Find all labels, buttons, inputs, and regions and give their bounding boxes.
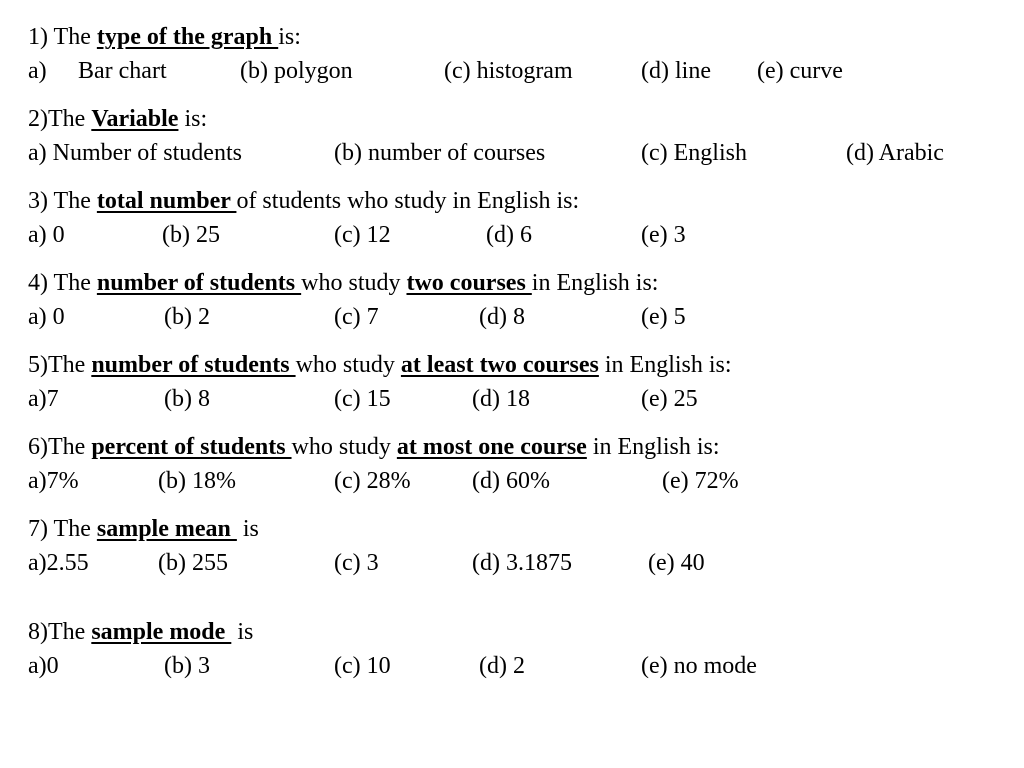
q5-option-c[interactable]: (c) 15 <box>334 386 391 412</box>
question-8-options <box>0 650 1024 682</box>
q5-option-a[interactable]: a)7 <box>28 386 59 412</box>
q7-option-c[interactable]: (c) 3 <box>334 550 379 576</box>
question-5-options <box>0 383 1024 415</box>
q4-option-e[interactable]: (e) 5 <box>641 304 686 330</box>
q3-seg-3: of students who study in English is: <box>236 188 580 214</box>
q3-option-d[interactable]: (d) 6 <box>486 222 532 248</box>
q1-option-c[interactable]: (c) histogram <box>444 58 573 84</box>
q4-option-d[interactable]: (d) 8 <box>479 304 525 330</box>
q4-option-a[interactable]: a) 0 <box>28 304 65 330</box>
q1-option-d[interactable]: (d) line <box>641 58 711 84</box>
q8-seg-1: 8)The <box>28 619 92 645</box>
q2-option-b[interactable]: (b) number of courses <box>334 140 546 166</box>
q8-option-d[interactable]: (d) 2 <box>479 653 525 679</box>
q2-keyword-variable: Variable <box>91 106 179 132</box>
q1-option-b[interactable]: (b) polygon <box>240 58 353 84</box>
question-3-options <box>0 219 1024 251</box>
question-8-text <box>28 616 253 648</box>
q1-seg-3: is: <box>278 24 301 50</box>
question-1-options <box>0 55 1024 87</box>
question-6-text <box>28 431 720 463</box>
question-7-options <box>0 547 1024 579</box>
q7-option-e[interactable]: (e) 40 <box>648 550 705 576</box>
q8-option-c[interactable]: (c) 10 <box>334 653 391 679</box>
q2-seg-3: is: <box>178 106 208 132</box>
q3-seg-1: 3) The <box>28 188 97 214</box>
q4-keyword-number-of-students: number of students <box>96 270 302 296</box>
q7-option-d[interactable]: (d) 3.1875 <box>472 550 572 576</box>
q6-seg-5: in English is: <box>586 434 720 460</box>
q6-seg-1: 6)The <box>28 434 92 460</box>
q6-seg-3: who study <box>291 434 397 460</box>
q8-keyword-sample-mode: sample mode <box>91 619 232 645</box>
q7-keyword-sample-mean: sample mean <box>96 516 237 542</box>
question-2-text <box>28 103 207 135</box>
q1-option-a-label[interactable]: a) <box>28 58 47 84</box>
q1-seg-1: 1) The <box>28 24 97 50</box>
q8-option-b[interactable]: (b) 3 <box>164 653 210 679</box>
q6-keyword-percent-of-students: percent of students <box>91 434 292 460</box>
q2-option-d[interactable]: (d) Arabic <box>846 140 944 166</box>
q8-option-e[interactable]: (e) no mode <box>641 653 757 679</box>
q7-option-b[interactable]: (b) 255 <box>158 550 228 576</box>
q6-option-e[interactable]: (e) 72% <box>662 468 739 494</box>
q5-seg-3: who study <box>295 352 401 378</box>
question-7-text <box>28 513 259 545</box>
q5-option-e[interactable]: (e) 25 <box>641 386 698 412</box>
q3-keyword-total-number: total number <box>96 188 237 214</box>
q6-option-b[interactable]: (b) 18% <box>158 468 236 494</box>
q6-option-a[interactable]: a)7% <box>28 468 79 494</box>
question-3-text <box>28 185 579 217</box>
q5-seg-5: in English is: <box>598 352 732 378</box>
q1-keyword-type-of-graph: type of the graph <box>96 24 279 50</box>
q4-option-c[interactable]: (c) 7 <box>334 304 379 330</box>
q6-option-d[interactable]: (d) 60% <box>472 468 550 494</box>
question-6-options <box>0 465 1024 497</box>
q5-option-d[interactable]: (d) 18 <box>472 386 530 412</box>
q2-option-a[interactable]: a) Number of students <box>28 140 242 166</box>
q4-seg-1: 4) The <box>28 270 97 296</box>
q3-option-a[interactable]: a) 0 <box>28 222 65 248</box>
q4-seg-3: who study <box>301 270 407 296</box>
q2-option-c[interactable]: (c) English <box>641 140 747 166</box>
q5-keyword-at-least-two-courses: at least two courses <box>400 352 599 378</box>
q3-option-c[interactable]: (c) 12 <box>334 222 391 248</box>
question-4-text <box>28 267 658 299</box>
q1-option-a-text[interactable]: Bar chart <box>78 58 167 84</box>
q5-option-b[interactable]: (b) 8 <box>164 386 210 412</box>
q7-option-a[interactable]: a)2.55 <box>28 550 89 576</box>
q5-keyword-number-of-students: number of students <box>91 352 296 378</box>
q4-seg-5: in English is: <box>531 270 659 296</box>
question-5-text <box>28 349 732 381</box>
question-2-options <box>0 137 1024 169</box>
question-4-options <box>0 301 1024 333</box>
q1-option-e[interactable]: (e) curve <box>757 58 843 84</box>
q7-seg-1: 7) The <box>28 516 97 542</box>
q4-option-b[interactable]: (b) 2 <box>164 304 210 330</box>
q7-seg-3: is <box>236 516 259 542</box>
q6-keyword-at-most-one-course: at most one course <box>396 434 587 460</box>
q6-option-c[interactable]: (c) 28% <box>334 468 411 494</box>
q8-seg-3: is <box>231 619 254 645</box>
q2-seg-1: 2)The <box>28 106 92 132</box>
q3-option-e[interactable]: (e) 3 <box>641 222 686 248</box>
q3-option-b[interactable]: (b) 25 <box>162 222 220 248</box>
q4-keyword-two-courses: two courses <box>406 270 532 296</box>
question-1-text <box>28 21 301 53</box>
q8-option-a[interactable]: a)0 <box>28 653 59 679</box>
q5-seg-1: 5)The <box>28 352 92 378</box>
